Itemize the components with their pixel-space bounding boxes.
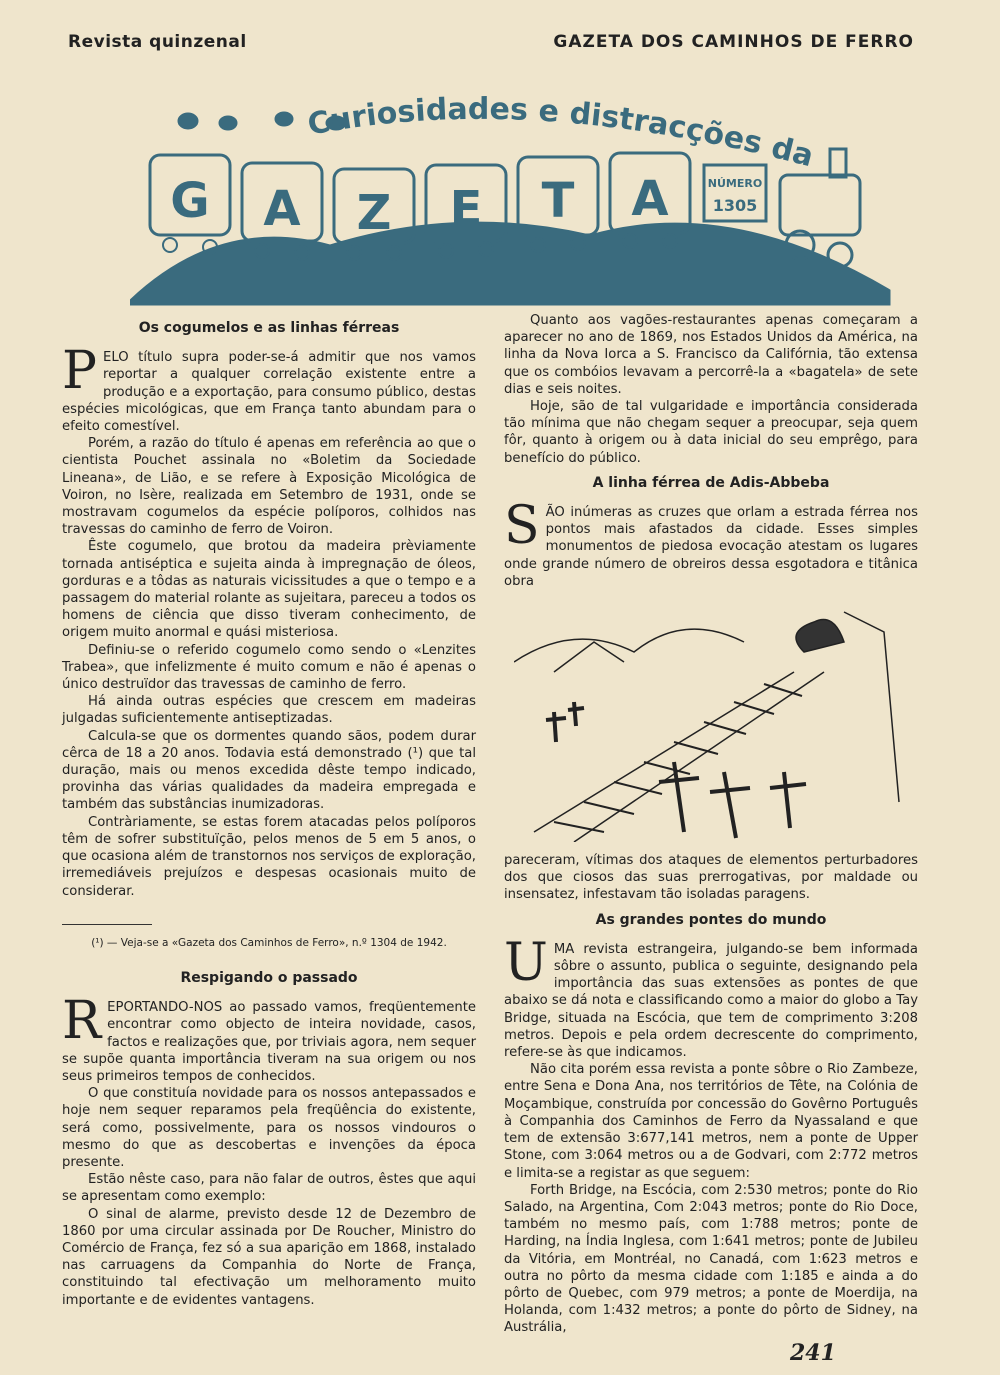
article-paragraph: Definiu-se o referido cogumelo como sendo o «Lenzites Trabea», que infelizmente é muito comum e não é apenas o único destruïdor das travessas de caminho de ferro. (62, 642, 476, 693)
right-column (504, 312, 918, 1337)
drop-cap: U (504, 932, 548, 993)
article-paragraph: REPORTANDO-NOS ao passado vamos, freqüentemente encontrar como objecto de inteira novidade, casos, factos e realizações que, por triviais agora, nem sequer se supõe quanta importância tiveram na sua origem ou nos seus primeiros tempos de conhecidos. (62, 991, 476, 1084)
article-paragraph: Contràriamente, se estas forem atacadas pelos políporos têm de sofrer substituïção, pelos menos de 5 em 5 anos, o que ocasiona além de transtornos nos serviços de exploração, irremediáveis prejuízos e despesas ocasionais muito de considerar. (62, 814, 476, 899)
running-header-left: Revista quinzenal (68, 32, 247, 52)
article-title-pontes: As grandes pontes do mundo (595, 911, 827, 928)
article-paragraph: Porém, a razão do título é apenas em referência ao que o cientista Pouchet assinala no «Boletim da Sociedade Lineana», de Lião, e se refere à Exposição Micológica de Voiron, no Isère, realizada em Setembro de 1931, onde se mostravam cogumelos da espécie políporos, colhidos nas travessas do caminho de ferro de Voiron. (62, 436, 476, 538)
article-paragraph: Êste cogumelo, que brotou da madeira prèviamente tornada antiséptica e sujeita ainda à impregnação de óleos, gorduras e a tôdas as naturais vicissitudes a que o tempo e a passagem do material rolante as sujeitara, pareceu a todos os homens de ciência que disso tiveram conhecimento, de origem muito anormal e quási misteriosa. (62, 539, 476, 641)
running-header-right: GAZETA DOS CAMINHOS DE FERRO (553, 32, 914, 52)
banner-letter: Z (356, 185, 392, 241)
article-title-cogumelos: Os cogumelos e as linhas férreas (138, 320, 400, 336)
page-number: 241 (790, 1340, 836, 1366)
banner-letter: A (263, 181, 301, 237)
banner-letter: A (631, 171, 669, 227)
article-paragraph: Há ainda outras espécies que crescem em madeiras julgadas suficientemente antiseptizadas. (62, 694, 476, 727)
svg-text:Curiosidades e distracções da (305, 95, 817, 174)
article-paragraph: Calcula-se que os dormentes quando sãos, podem durar cêrca de 18 a 20 anos. Todavia está demonstrado (¹) que tal duração, mais ou menos excedida dêste tempo indicado, provinha das várias qualidades da madeira empregada e também das substâncias inumizadoras. (62, 728, 476, 813)
drop-cap: P (62, 341, 97, 402)
article-paragraph: Não cita porém essa revista a ponte sôbre o Rio Zambeze, entre Sena e Dona Ana, nos territórios de Tête, na Colónia de Moçambique, construída por concessão do Govêrno Português à Companhia dos Caminhos de Ferro da Nyassaland e que tem de extensão 3:677,141 metros, nem a ponte de Upper Stone, com 3:064 metros ou a de Godvari, com 2:772 metros e limita-se a registar as que seguem: (504, 1062, 918, 1181)
article-paragraph: PELO título supra poder-se-á admitir que nos vamos reportar a qualquer correlação existente entre a produção e a exportação, para consumo público, destas espécies micológicas, que em França tanto abundam para o efeito comestível. (62, 341, 476, 435)
article-paragraph: pareceram, vítimas dos ataques de elementos perturbadores dos que ciosos das suas prerrogativas, por maldade ou insensatez, infestavam tão isoladas paragens. (504, 853, 918, 903)
article-paragraph: O sinal de alarme, previsto desde 12 de Dezembro de 1860 por uma circular assinada por De Roucher, Ministro do Comércio de França, fez só a sua aparição em 1868, instalado nas carruagens da Companhia do Norte de França, constituindo tal efectivação um melhoramento muito importante e de evidentes vantagens. (62, 1206, 476, 1308)
article-paragraph: Quanto aos vagões-restaurantes apenas começaram a aparecer no ano de 1869, nos Estados Unidos da América, na linha da Nova Iorca a S. Francisco da Califórnia, tão extensa que os combóios levavam a percorrê-la a «bagatela» de sete dias e seis noites. (504, 313, 918, 397)
numero-value: 1305 (712, 196, 758, 215)
cross-icon (546, 702, 806, 838)
left-column (62, 312, 476, 1309)
railway-crosses-illustration (514, 602, 904, 842)
article-paragraph: O que constituía novidade para os nossos antepassados e hoje nem sequer reparamos pela freqüência do existente, será como, possivelmente, para os nossos vindouros o mesmo do que as descobertas e invenções da época presente. (62, 1086, 476, 1170)
article-paragraph: SÃO inúmeras as cruzes que orlam a estrada férrea nos pontos mais afastados da cidade. Esses simples monumentos de piedosa evocação atestam os lugares onde grande número de obreiros dessa esgotadora e titânica obra (504, 496, 918, 589)
footnote: (¹) — Veja-se a «Gazeta dos Caminhos de Ferro», n.º 1304 de 1942. (91, 936, 447, 949)
article-title-adis: A linha férrea de Adis-Abbeba (592, 474, 830, 491)
banner-letter: G (170, 173, 210, 229)
banner-letter: E (449, 181, 483, 237)
banner-letter: T (541, 173, 575, 229)
article-title-respigando: Respigando o passado (180, 969, 358, 986)
article-paragraph: Hoje, são de tal vulgaridade e importância considerada tão mínima que não chegam sequer a preocupar, seja quem fôr, quanto à origem ou à data inicial do seu emprêgo, para benefício do público. (504, 399, 918, 466)
article-paragraph: Forth Bridge, na Escócia, com 2:530 metros; ponte do Rio Salado, na Argentina, Com 2:043 metros; ponte do Rio Doce, também no mesmo país, com 1:788 metros; ponte de Harding, na Índia Inglesa, com 1:641 metros; ponte de Jubileu da Vitória, em Montréal, no Canadá, com 1:623 metros e outra no pôrto da mesma cidade com 1:185 e ainda a do pôrto de Quebec, com 979 metros; a ponte de Moerdija, na Holanda, com 1:432 metros; a ponte do pôrto de Sidney, na Austrália, (504, 1182, 918, 1336)
banner-title-arc: Curiosidades e distracções da (305, 95, 818, 175)
drop-cap: S (504, 496, 540, 557)
gazeta-train-banner (130, 95, 910, 310)
footnote-rule (62, 924, 152, 925)
numero-label: NÚMERO (707, 177, 763, 190)
article-paragraph: UMA revista estrangeira, julgando-se bem informada sôbre o assunto, publica o seguinte, designando pela importância das suas extensões as pontes de que abaixo se dá nota e classificando como a maior do globo a Tay Bridge, situada na Escócia, que tem de comprimento 3:208 metros. Depois e pela ordem decrescente do comprimento, refere-se às que indicamos. (504, 932, 918, 1061)
drop-cap: R (62, 991, 102, 1052)
article-paragraph: Estão nêste caso, para não falar de outros, êstes que aqui se apresentam como exemplo: (62, 1172, 476, 1205)
